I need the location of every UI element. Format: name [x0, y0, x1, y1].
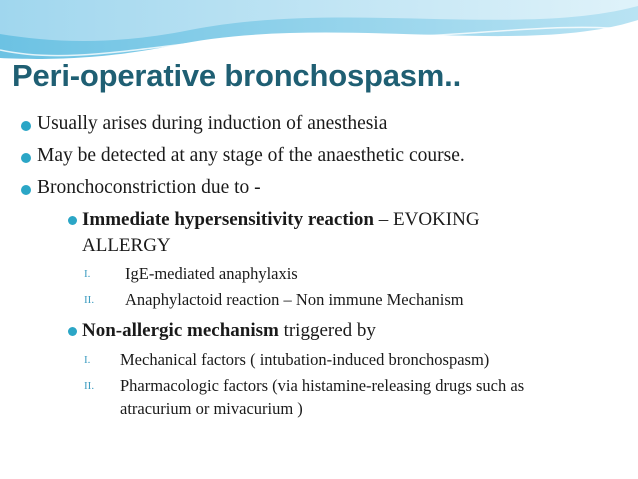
sub-item-line — [82, 320, 376, 342]
sub-item-text: triggered by — [278, 320, 376, 341]
bullet-dot — [21, 185, 31, 195]
sub-bullet-dot — [68, 327, 77, 336]
numbered-item: Mechanical factors ( intubation-induced bronchospasm) — [120, 350, 490, 369]
numbered-item: IgE-mediated anaphylaxis — [125, 264, 298, 283]
numbered-marker: I. — [84, 354, 91, 366]
sub-item-bold-text: Immediate hypersensitivity reaction — [82, 209, 374, 230]
numbered-item: Anaphylactoid reaction – Non immune Mechanism — [125, 290, 464, 309]
numbered-marker: II. — [84, 294, 95, 306]
sub-item-continuation: ALLERGY — [82, 235, 171, 256]
bullet-item: Bronchoconstriction due to - — [37, 177, 261, 198]
numbered-marker: II. — [84, 380, 95, 392]
sub-item-bold-text: Non-allergic mechanism — [82, 320, 279, 341]
numbered-marker: I. — [84, 268, 91, 280]
sub-item-text: – EVOKING — [374, 209, 480, 230]
bullet-dot — [21, 153, 31, 163]
bullet-item: May be detected at any stage of the anaesthetic course. — [37, 145, 465, 166]
numbered-item: Pharmacologic factors (via histamine-releasing drugs such as — [120, 376, 525, 395]
numbered-item-continuation: atracurium or mivacurium ) — [120, 399, 303, 418]
bullet-item: Usually arises during induction of anesthesia — [37, 113, 388, 134]
slide-title: Peri-operative bronchospasm.. — [12, 58, 461, 93]
bullet-dot — [21, 121, 31, 131]
sub-bullet-dot — [68, 216, 77, 225]
sub-item-line — [82, 209, 480, 231]
